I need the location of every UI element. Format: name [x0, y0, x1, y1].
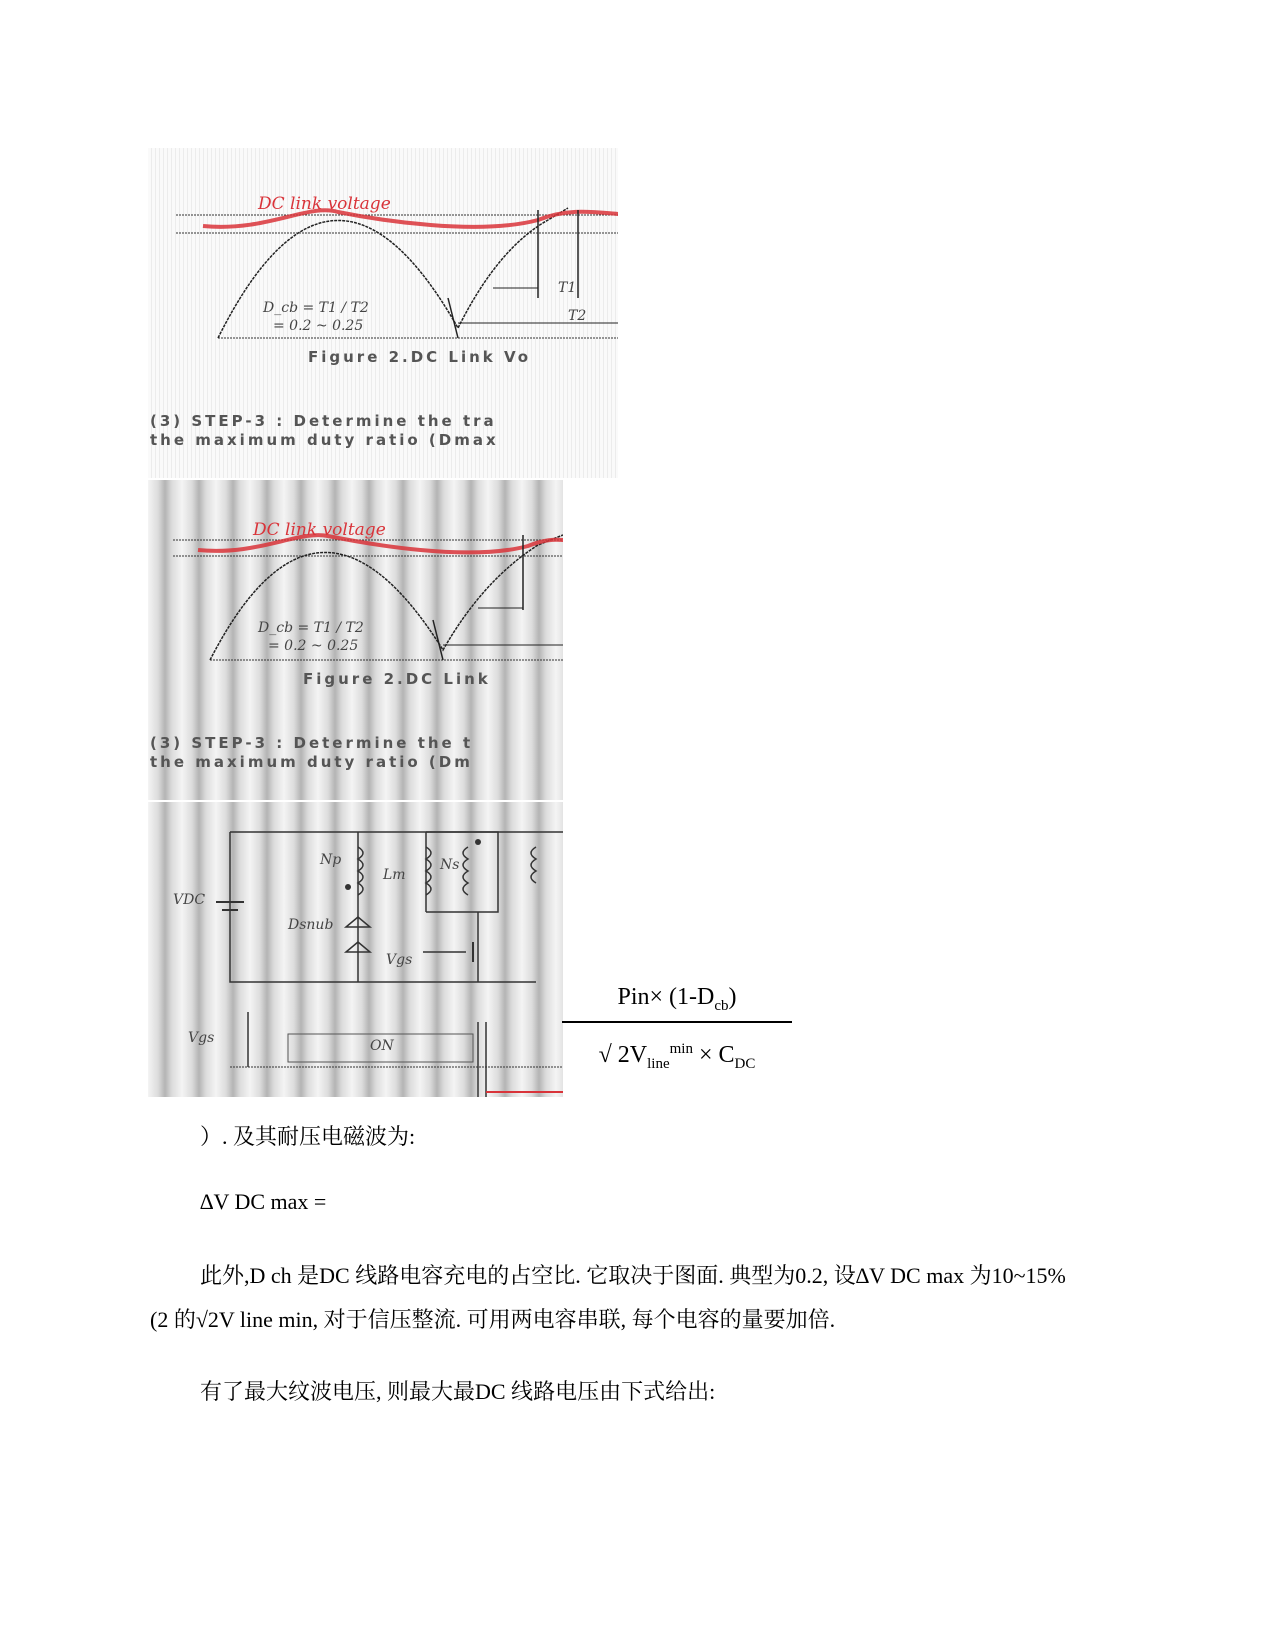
paragraph-2: ∆V DC max = [200, 1189, 327, 1214]
circuit-schematic-graphic [148, 802, 563, 1097]
formula-denominator: √ $2V_{line}^{min} \times C_{DC}$ [598, 1041, 756, 1072]
step-line-1: (3) STEP-3 : Determine the t [150, 734, 474, 752]
step-line-2: the maximum duty ratio (Dmax [150, 431, 499, 449]
curve-label: DC link voltage [253, 520, 386, 540]
vgs-label: Vgs [386, 952, 413, 968]
duty-equation-line1: D_cb = T1 / T2 [258, 620, 364, 636]
duty-equation-line1: D_cb = T1 / T2 [263, 300, 369, 316]
dsnub-label: Dsnub [288, 917, 334, 933]
curve-label: DC link voltage [258, 194, 391, 214]
lm-label: Lm [383, 867, 406, 883]
t1-label: T1 [558, 280, 577, 296]
flyback-circuit-figure [148, 802, 563, 1097]
ns-label: Ns [440, 857, 460, 873]
dc-link-voltage-figure [148, 148, 618, 478]
t2-label: T2 [568, 308, 587, 324]
paragraph-3: 此外,D ch 是DC 线路电容充电的占空比. 它取决于图面. 典型为0.2, 设∆V DC max 为10~15% (2 的√2V line min, 对于信压整流. 可用两电容串联, 每个电容的量要加倍. [150, 1263, 1066, 1332]
on-label: ON [370, 1038, 394, 1054]
ripple-voltage-formula [562, 975, 792, 1071]
formula-numerator: $Pin\times (1-D_{cb})$ [617, 984, 737, 1014]
paragraph-1: ）. 及其耐压电磁波为: [200, 1124, 416, 1149]
fraction-bar [562, 1021, 792, 1023]
step-line-1: (3) STEP-3 : Determine the tra [150, 412, 497, 430]
dc-link-voltage-figure-duplicate [148, 480, 563, 800]
vgs-waveform-label: Vgs [188, 1030, 215, 1046]
np-label: Np [320, 852, 342, 868]
paragraph-4: 有了最大纹波电压, 则最大最DC 线路电压由下式给出: [200, 1379, 716, 1404]
step-line-2: the maximum duty ratio (Dm [150, 753, 473, 771]
duty-equation-line2: = 0.2 ~ 0.25 [268, 638, 359, 654]
vdc-label: VDC [173, 892, 206, 908]
duty-equation-line2: = 0.2 ~ 0.25 [273, 318, 364, 334]
figure-caption: Figure 2.DC Link [303, 670, 491, 688]
figure-caption: Figure 2.DC Link Vo [308, 348, 532, 366]
